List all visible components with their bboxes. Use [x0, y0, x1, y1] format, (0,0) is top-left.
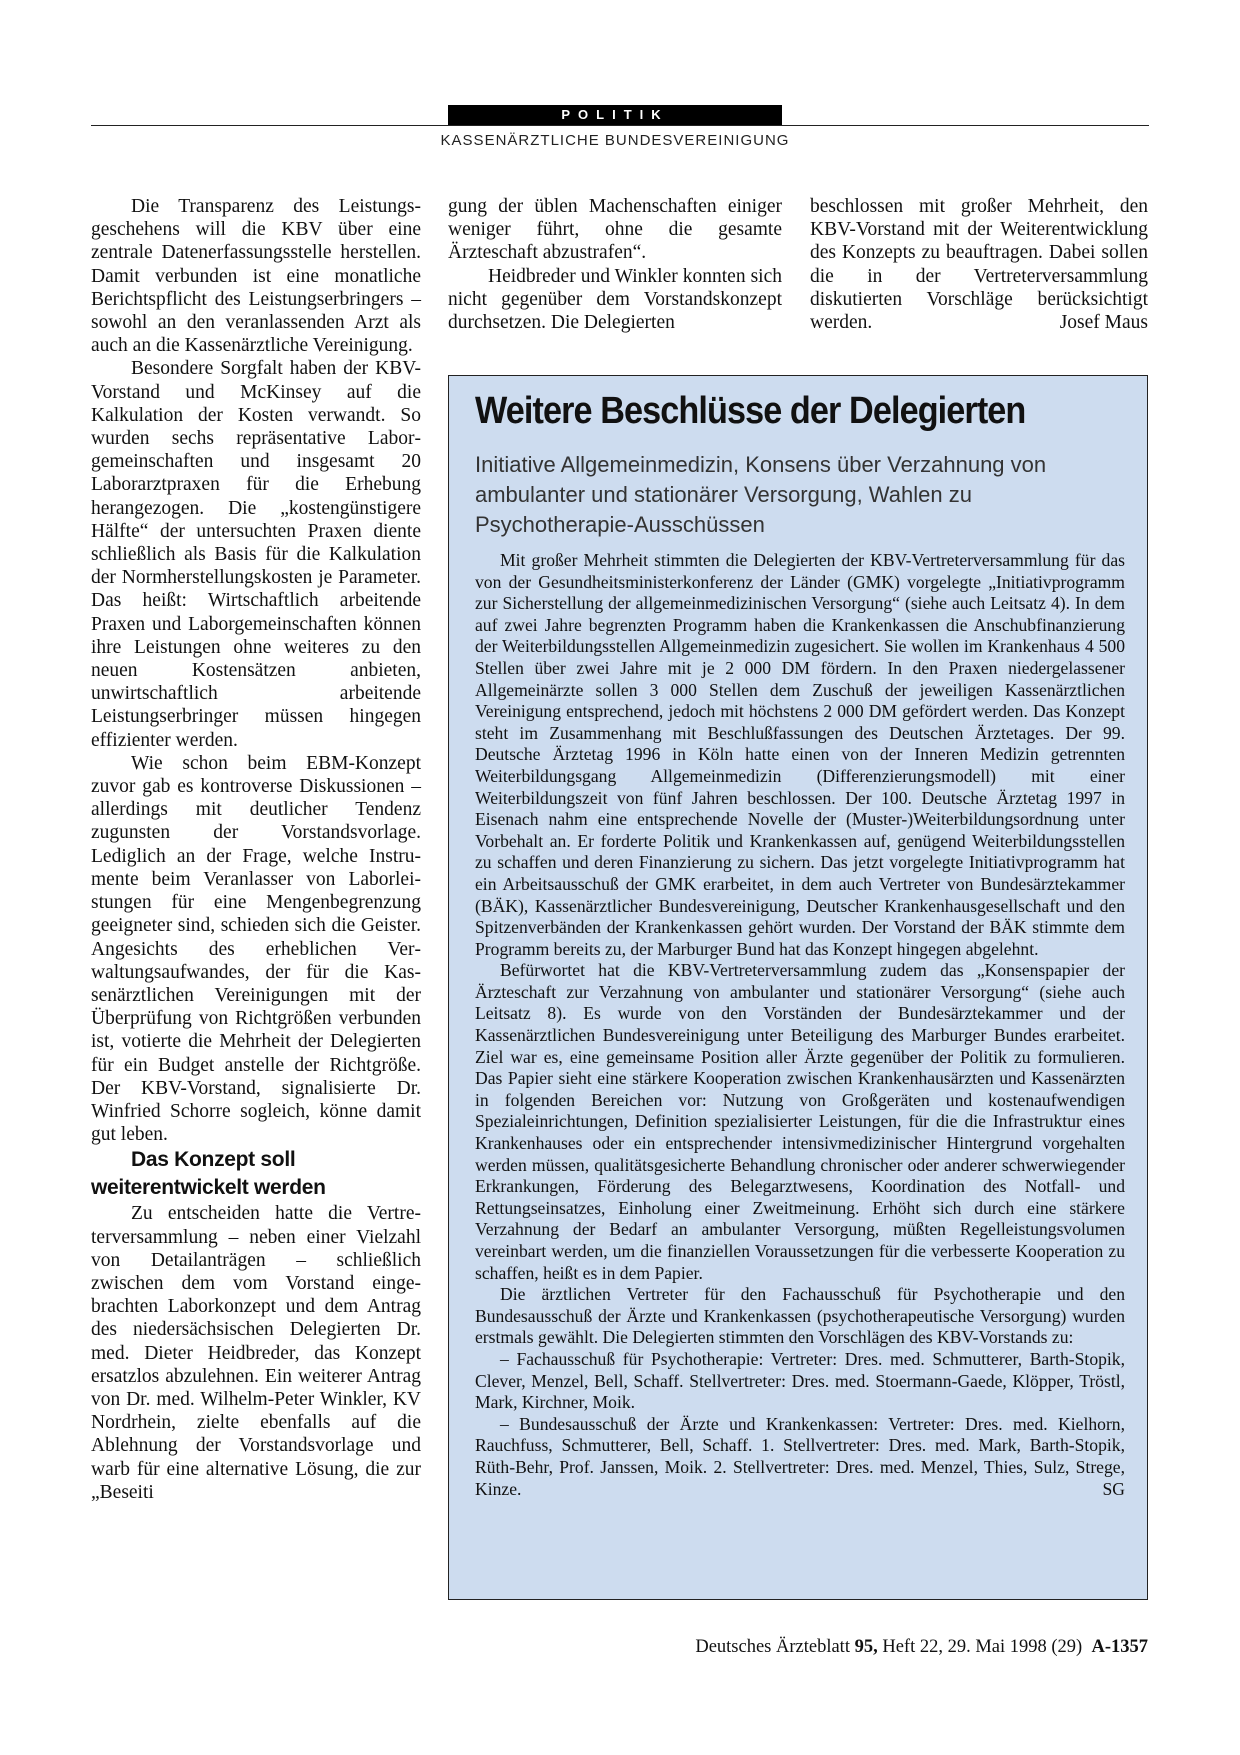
- box-paragraph: – Fachausschuß für Psychotherapie: Vertreter: Dres. med. Schmutterer, Barth-Stopik, Clever, Menzel, Bell, Schaff. Stellvertreter: Dres. med. Stoermann-Gaede, Klöpper, Tröstl, Mark, Kirchner, Moik.: [475, 1348, 1125, 1413]
- box-subtitle: Initiative Allgemeinmedizin, Konsens über Verzahnung von ambulanter und stationärer Versorgung, Wahlen zu Psychotherapie-Ausschüssen: [475, 452, 1047, 537]
- article-column-2: [448, 195, 782, 334]
- paragraph: [810, 195, 1148, 334]
- paragraph: gung der üblen Machenschaften einiger weniger führt, ohne die gesamte Ärzteschaft abzustrafen“.: [448, 196, 782, 264]
- box-paragraph: [475, 1414, 1125, 1500]
- page-footer: [695, 1637, 1148, 1658]
- paragraph: Besondere Sorgfalt haben der KBV-Vorstand und McKinsey auf die Kalkulation der Kosten verwandt. So wurden sechs repräsentative Laborgemeinschaften und insgesamt 20 Laborarztpraxen für die Erhebung herangezogen. Die „kostengünstigere Hälfte“ der untersuchten Praxen diente schließlich als Basis für die Kalkulation der Normherstellungskosten je Parameter. Das heißt: Wirtschaftlich arbeitende Praxen und Laborgemeinschaften können ihre Leistungen ohne weiteres zu den neuen Kostensätzen anbieten, unwirtschaftlich arbeitende Leistungserbringer müssen hingegen effizienter werden.: [91, 358, 421, 751]
- box-title: Weitere Beschlüsse der Delegierten: [475, 390, 1026, 432]
- journal-volume: 95,: [854, 1637, 878, 1657]
- section-bar: POLITIK: [448, 105, 782, 125]
- box-paragraph: Befürwortet hat die KBV-Vertreterversammlung zudem das „Konsenspapier der Ärzteschaft zur Verzahnung von ambulanter und stationärer Versorgung“ (siehe auch Leitsatz 8). Es wurde von den Vorständen der Bundesärztekammer und der Kassenärztlichen Bundesvereinigung unter Beteiligung des Marburger Bundes erarbeitet. Ziel war es, eine gemeinsame Position aller Ärzte gegenüber der Politik zu formulieren. Das Papier sieht eine stärkere Kooperation zwischen Krankenhausärzten und Kassenärzten in folgenden Bereichen vor: Nutzung von Großgeräten und kostenaufwendigen Spezialeinrichtungen, Definition spezialisierter Leistungen, für die die Infrastruktur eines Krankenhauses oder ein entsprechender intensivmedizinischer Hintergrund vorgehalten werden müssen, qualitätsgesicherte Behandlung chronischer oder anderer schwerwiegender Erkrankungen, Förderung des Belegarztwesens, Koordination des Notfall- und Rettungseinsatzes, Einholung einer Zweitmeinung. Erhöht sich durch eine stärkere Verzahnung der Bedarf an ambulanter Versorgung, müßten Regelleistungsvolumen vereinbart werden, um die finanziellen Voraussetzungen für die verbesserte Kooperation zu schaffen, heißt es in dem Papier.: [475, 960, 1125, 1283]
- paragraph: Heidbreder und Winkler konnten sich nicht gegenüber dem Vorstandskonzept durchsetzen. Die Delegierten: [448, 265, 782, 334]
- journal-issue: Heft 22, 29. Mai 1998 (29): [882, 1637, 1083, 1657]
- subheading: Das Konzept soll weiterentwickelt werden: [91, 1148, 326, 1200]
- article-column-3: [810, 195, 1148, 334]
- box-body: [475, 550, 1125, 1500]
- info-box: [448, 375, 1148, 1600]
- page-number: A-1357: [1091, 1637, 1148, 1657]
- section-subtitle: KASSENÄRZTLICHE BUNDESVEREINIGUNG: [440, 132, 790, 149]
- journal-name: Deutsches Ärzteblatt: [695, 1637, 850, 1657]
- paragraph-text: beschlossen mit großer Mehrheit, den KBV-Vorstand mit der Weiterentwicklung des Konzepts zu beauftragen. Dabei sollen die in der Vertreterversammlung diskutierten Vorschläge berücksichtigt werden.: [810, 196, 1148, 334]
- article-column-1: [91, 195, 421, 1504]
- paragraph: Zu entscheiden hatte die Vertreterversammlung – neben einer Vielzahl von Detailanträgen – schließlich zwischen dem vom Vorstand eingebrachten Laborkonzept und dem Antrag des niedersächsischen Delegierten Dr. med. Dieter Heidbreder, das Konzept ersatzlos abzulehnen. Ein weiterer Antrag von Dr. med. Wilhelm-Peter Winkler, KV Nordrhein, zielte ebenfalls auf die Ablehnung der Vorstandsvorlage und warb für eine alternative Lösung, die zur „Beseiti: [91, 1203, 421, 1503]
- header-rule: [91, 125, 1149, 126]
- box-paragraph: Mit großer Mehrheit stimmten die Delegierten der KBV-Vertreterversammlung für das von der Gesundheitsministerkonferenz der Länder (GMK) vorgelegte „Initiativprogramm zur Sicherstellung der allgemeinmedizinischen Versorgung“ (siehe auch Leitsatz 4). In dem auf zwei Jahre begrenzten Programm haben die Krankenkassen die Anschubfinanzierung der Weiterbildungsstellen Allgemeinmedizin zugesichert. Sie wollen im Krankenhaus 4 500 Stellen über zwei Jahre mit je 2 000 DM fördern. In den Praxen niedergelassener Allgemeinärzte sollen 3 000 Stellen dem Zuschuß der jeweiligen Kassenärztlichen Vereinigung entsprechend, jedoch mit höchstens 2 000 DM gefördert werden. Das Konzept steht im Zusammenhang mit Beschlußfassungen des Deutschen Ärztetages. Der 99. Deutsche Ärztetag 1996 in Köln hatte einen von der Inneren Medizin getrennten Weiterbildungsgang Allgemeinmedizin (Differenzierungsmodell) mit einer Weiterbildungszeit von fünf Jahren beschlossen. Der 100. Deutsche Ärztetag 1997 in Eisenach nahm eine entsprechende Novelle der (Muster-)Weiterbildungsordnung unter Vorbehalt an. Er forderte Politik und Krankenkassen auf, genügend Weiterbildungsstellen zu schaffen und deren Finanzierung zu sichern. Das jetzt vorgelegte Initiativprogramm hat ein Arbeitsausschuß der GMK erarbeitet, in dem auch Vertreter von Bundesärztekammer (BÄK), Kassenärztlicher Bundesvereinigung, Deutscher Krankenhausgesellschaft und den Spitzenverbänden der Krankenkassen gehört wurden. Der Vorstand der BÄK stimmte dem Programm bereits zu, der Marburger Bund hat das Konzept hingegen abgelehnt.: [475, 550, 1125, 959]
- paragraph: Die Transparenz des Leistungsgeschehens will die KBV über eine zentrale Datenerfassungsstelle herstellen. Damit verbunden ist eine monatliche Berichtspflicht des Leistungserbringers – sowohl an den veranlassenden Arzt als auch an die Kassenärztliche Vereinigung.: [91, 196, 421, 357]
- box-initials: SG: [1102, 1478, 1125, 1499]
- paragraph: Wie schon beim EBM-Konzept zuvor gab es kontroverse Diskussionen – allerdings mit deutlicher Tendenz zugunsten der Vorstandsvorlage. Lediglich an der Frage, welche Instrumente beim Veranlasser von Laborleistungen für eine Mengenbegrenzung geeigneter sind, schieden sich die Geister. Angesichts des erheblichen Verwaltungsaufwandes, der für die Kassenärztlichen Vereinigungen mit der Überprüfung von Richtgrößen verbunden ist, votierte die Mehrheit der Delegierten für ein Budget anstelle der Richtgröße. Der KBV-Vorstand, signalisierte Dr. Winfried Schorre sogleich, könne damit gut leben.: [91, 752, 421, 1146]
- box-paragraph-text: – Bundesausschuß der Ärzte und Krankenkassen: Vertreter: Dres. med. Kielhorn, Rauchfuss, Schmutterer, Bell, Schaff. 1. Stellvertreter: Dres. med. Mark, Barth-Stopik, Rüth-Behr, Prof. Janssen, Moik. 2. Stellvertreter: Dres. med. Menzel, Thies, Sulz, Strege, Kinze.: [475, 1413, 1125, 1499]
- box-paragraph: Die ärztlichen Vertreter für den Fachausschuß für Psychotherapie und den Bundesausschuß der Ärzte und Krankenkassen (psychotherapeutische Versorgung) wurden erstmals gewählt. Die Delegierten stimmten den Vorschlägen des KBV-Vorstands zu:: [475, 1284, 1125, 1348]
- author-signature: Josef Maus: [1059, 312, 1148, 334]
